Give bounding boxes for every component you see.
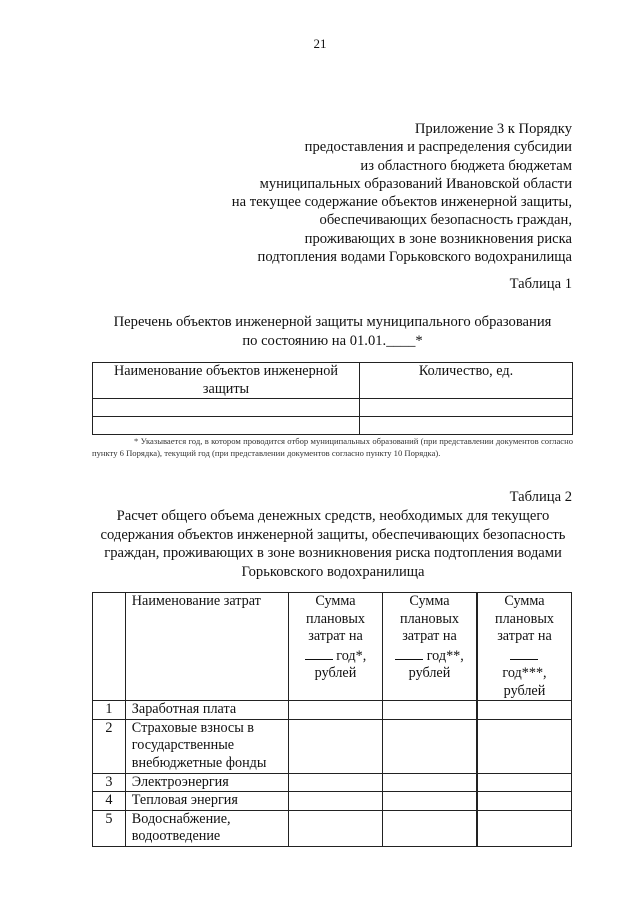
sum-cell[interactable] — [289, 773, 383, 792]
appendix-line: из областного бюджета бюджетам — [360, 157, 572, 174]
sum-cell[interactable] — [477, 792, 572, 811]
table-header-row — [93, 593, 572, 701]
cost-name: Страховые взносы в государственные внебюджетные фонды — [125, 719, 288, 773]
table-row — [93, 399, 573, 417]
sum-cell[interactable] — [477, 810, 572, 846]
table1-footnote — [92, 436, 573, 459]
year-blank — [510, 646, 538, 660]
appendix-line: проживающих в зоне возникновения риска — [304, 230, 572, 247]
appendix-line: обеспечивающих безопасность граждан, — [319, 212, 572, 229]
sum-cell[interactable] — [289, 701, 383, 720]
page-number: 21 — [313, 36, 327, 51]
year-blank — [305, 646, 333, 660]
table-cell[interactable] — [360, 417, 573, 435]
table-row — [93, 773, 572, 792]
unit: рублей — [503, 682, 546, 699]
table2-label: Таблица 2 — [509, 489, 572, 505]
row-number: 2 — [93, 719, 126, 773]
column-header-sum-year3 — [477, 593, 572, 701]
sum-cell[interactable] — [383, 701, 477, 720]
year-suffix: год*, — [336, 647, 367, 664]
year-blank — [395, 646, 423, 660]
row-number: 5 — [93, 810, 126, 846]
table-row — [93, 792, 572, 811]
cost-name: Электроэнергия — [125, 773, 288, 792]
appendix-line: предоставления и распределения субсидии — [304, 139, 572, 156]
row-number: 1 — [93, 701, 126, 720]
table-row — [93, 719, 572, 773]
column-header-object-name: Наименование объектов инженерной защиты — [93, 363, 360, 399]
objects-table — [92, 362, 573, 435]
sum-cell[interactable] — [383, 719, 477, 773]
table-row — [93, 810, 572, 846]
sum-cell[interactable] — [383, 773, 477, 792]
column-header-number — [93, 593, 126, 701]
sum-prefix: Сумма плановых затрат на — [400, 593, 459, 644]
cost-name: Тепловая энергия — [125, 792, 288, 811]
table-cell[interactable] — [93, 417, 360, 435]
sum-cell[interactable] — [383, 810, 477, 846]
table-header-row — [93, 363, 573, 399]
sum-cell[interactable] — [383, 792, 477, 811]
sum-cell[interactable] — [477, 719, 572, 773]
sum-cell[interactable] — [477, 773, 572, 792]
year-suffix: год***, — [502, 665, 547, 681]
table1-caption-line1: Перечень объектов инженерной защиты муниципального образования — [113, 314, 552, 330]
costs-table — [92, 592, 572, 847]
appendix-line: подтопления водами Горьковского водохранилища — [257, 249, 572, 266]
table1-label: Таблица 1 — [509, 276, 572, 292]
appendix-line: муниципальных образований Ивановской области — [259, 175, 572, 192]
column-header-sum-year2 — [383, 593, 477, 701]
column-header-cost-name: Наименование затрат — [125, 593, 288, 701]
appendix-line: на текущее содержание объектов инженерной защиты, — [231, 194, 572, 211]
table-cell[interactable] — [93, 399, 360, 417]
sum-cell[interactable] — [289, 719, 383, 773]
table-row — [93, 701, 572, 720]
table1-caption — [92, 313, 573, 350]
sum-cell[interactable] — [289, 792, 383, 811]
table2-caption: Расчет общего объема денежных средств, необходимых для текущего содержания объектов инженерной защиты, обеспечивающих безопасность граждан, проживающих в зоне возникновения риска подтопления водами Горьковского водохранилища — [100, 508, 566, 580]
table-cell[interactable] — [360, 399, 573, 417]
sum-cell[interactable] — [477, 701, 572, 720]
column-header-sum-year1 — [289, 593, 383, 701]
column-header-quantity: Количество, ед. — [360, 363, 573, 399]
cost-name: Заработная плата — [125, 701, 288, 720]
sum-prefix: Сумма плановых затрат на — [495, 593, 554, 644]
unit: рублей — [314, 665, 357, 681]
row-number: 3 — [93, 773, 126, 792]
sum-cell[interactable] — [289, 810, 383, 846]
sum-prefix: Сумма плановых затрат на — [306, 593, 365, 644]
appendix-line: Приложение 3 к Порядку — [414, 121, 572, 137]
year-suffix: год**, — [426, 647, 464, 664]
row-number: 4 — [93, 792, 126, 811]
cost-name: Водоснабжение, водоотведение — [125, 810, 288, 846]
appendix-header — [232, 120, 572, 266]
table1-caption-line2: по состоянию на 01.01.____* — [242, 332, 423, 349]
footnote-text: * Указывается год, в котором проводится отбор муниципальных образований (при представлении документов согласно пункту 6 Порядка), текущий год (при представлении документов согласно пункту 10 Порядка). — [92, 436, 573, 458]
table-row — [93, 417, 573, 435]
unit: рублей — [408, 665, 451, 681]
